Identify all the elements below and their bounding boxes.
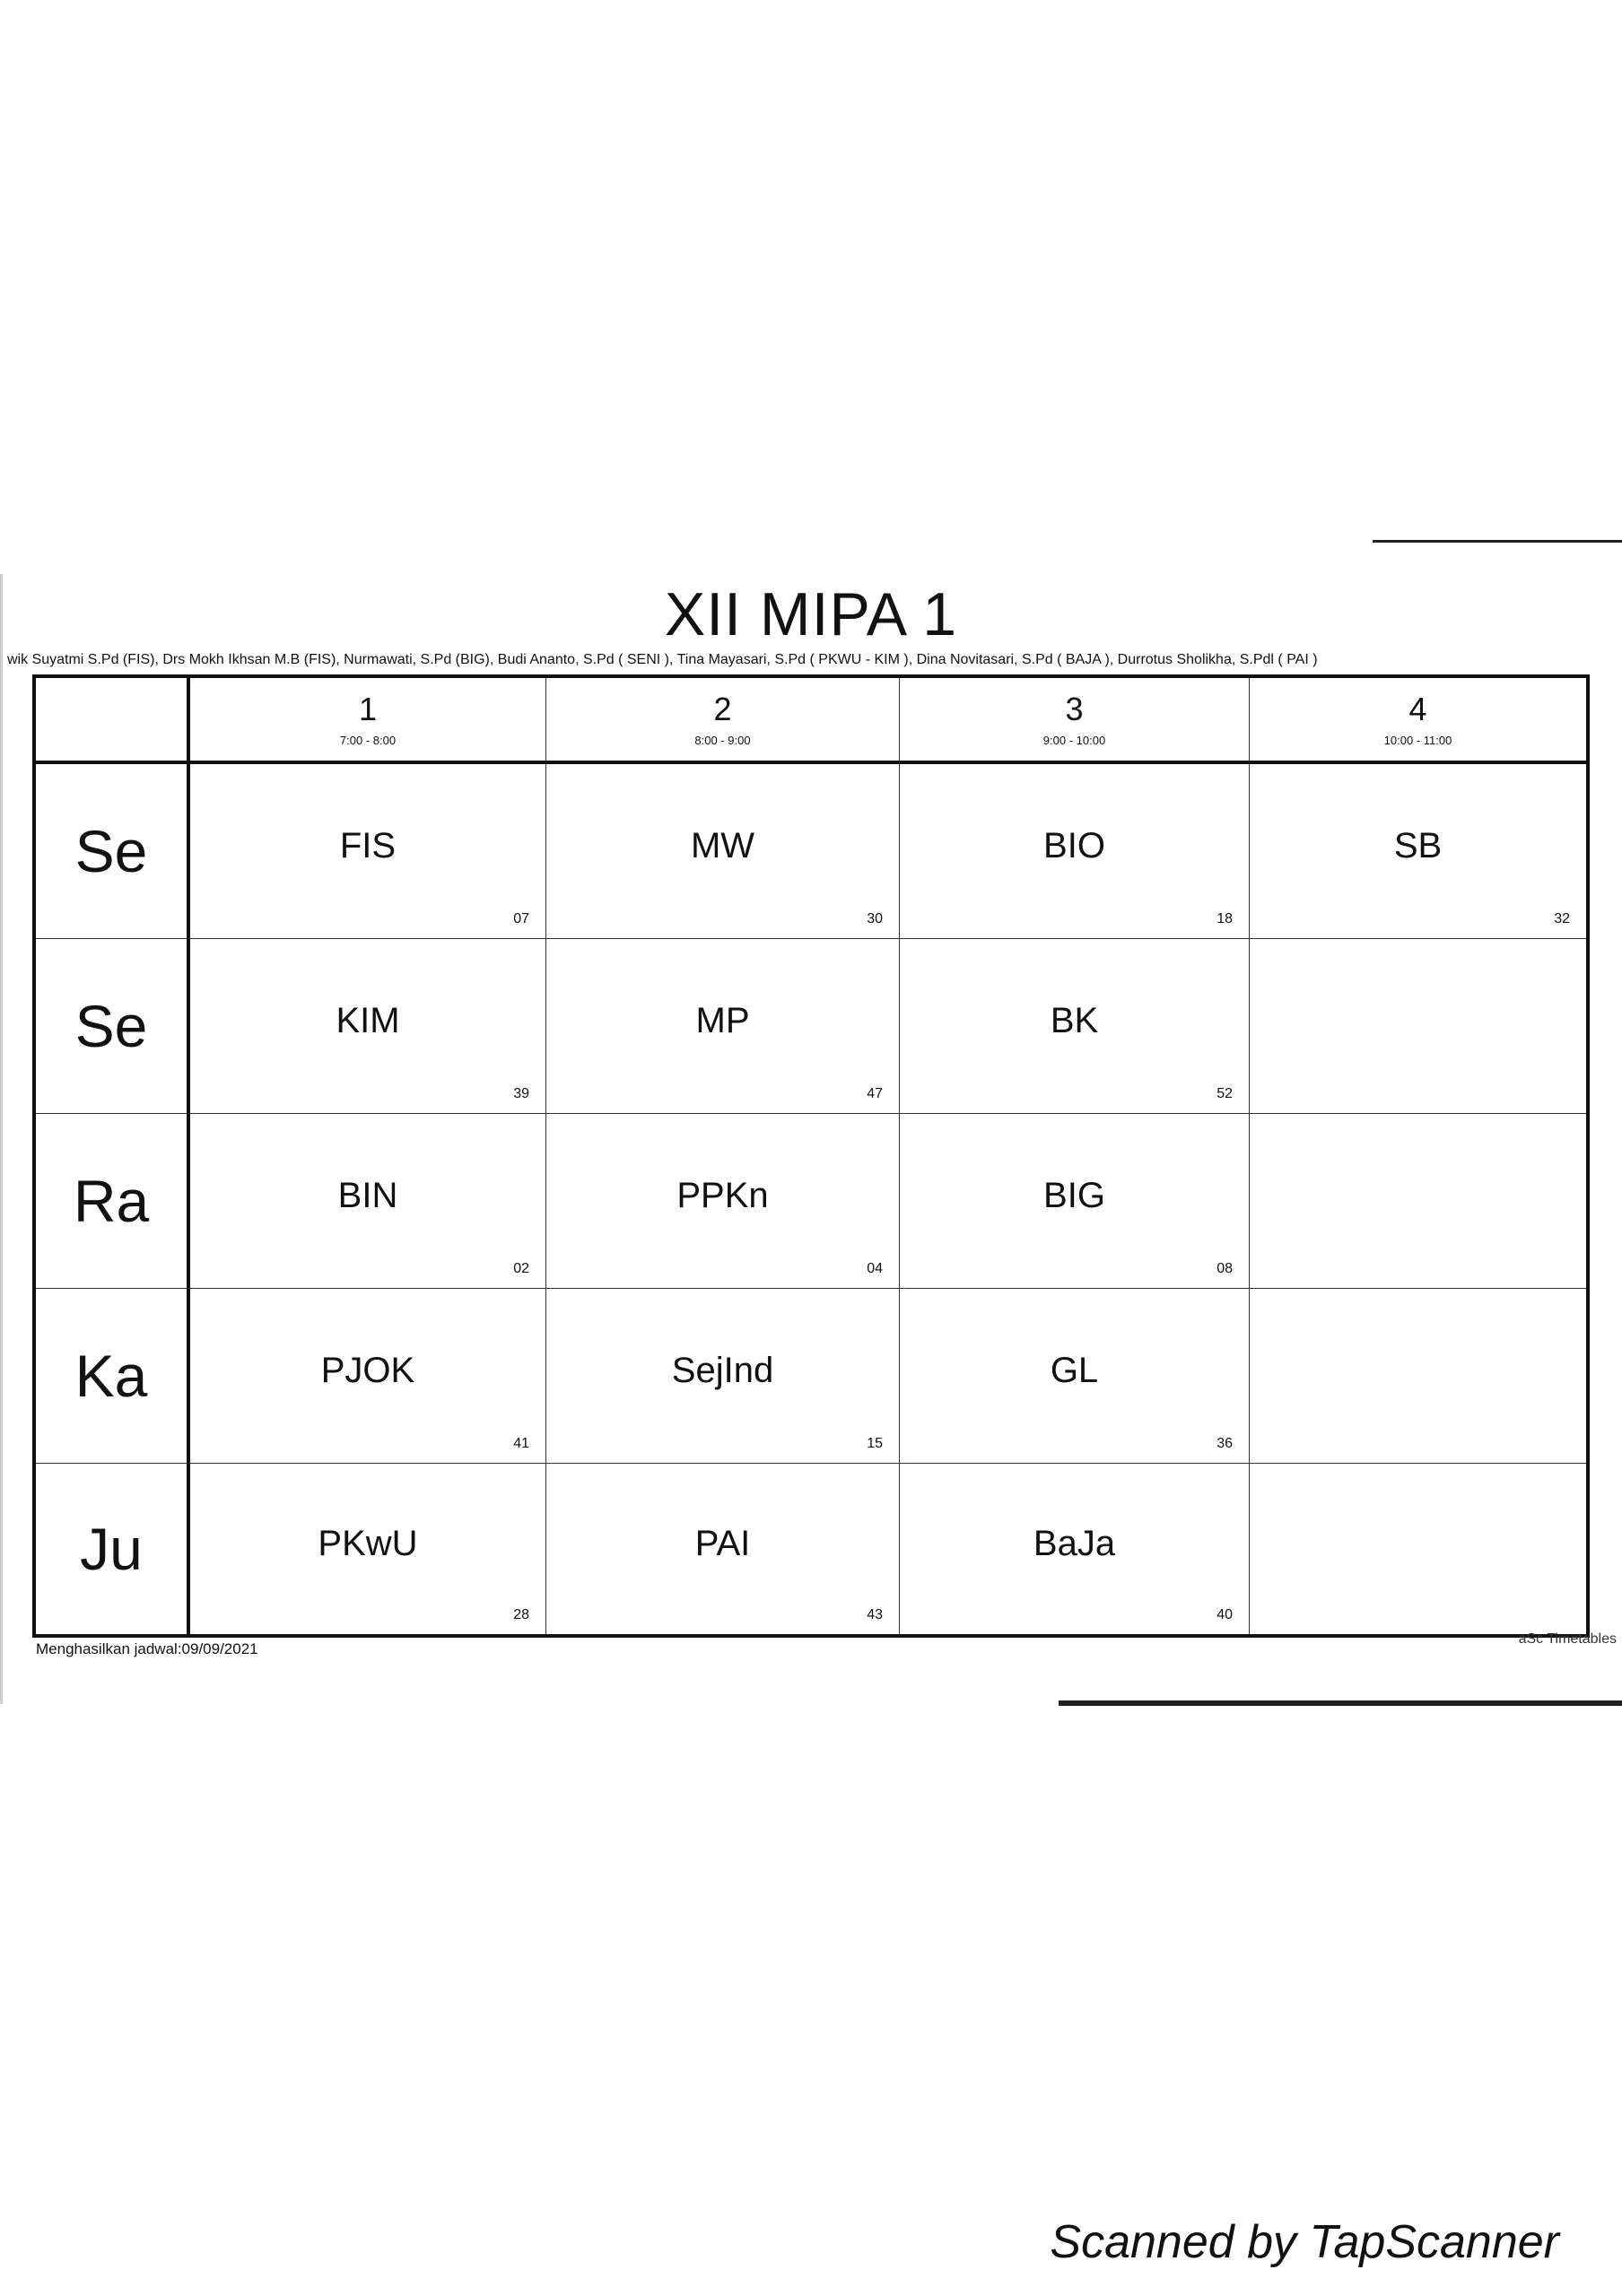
lesson-subject: PPKn	[676, 1175, 769, 1215]
lesson-cell	[546, 939, 900, 1114]
period-number: 1	[358, 691, 378, 727]
lesson-subject: PAI	[694, 1523, 751, 1563]
software-credit: aSc Timetables	[1518, 1631, 1617, 1647]
lesson-cell	[900, 1464, 1250, 1634]
lesson-subject: BK	[1050, 1000, 1099, 1040]
period-time: 8:00 - 9:00	[694, 734, 751, 747]
paper-edge-bottom	[1059, 1700, 1622, 1706]
lesson-subject: MP	[695, 1000, 750, 1040]
period-header	[190, 678, 546, 764]
period-header	[1250, 678, 1586, 764]
timetable-grid	[32, 674, 1590, 1638]
lesson-subject: GL	[1050, 1350, 1099, 1390]
lesson-room: 07	[513, 911, 529, 926]
period-number: 2	[713, 691, 732, 727]
lesson-room: 39	[513, 1086, 529, 1101]
period-number: 4	[1408, 691, 1427, 727]
lesson-room: 30	[867, 911, 883, 926]
lesson-room: 36	[1216, 1436, 1233, 1451]
lesson-cell	[1250, 764, 1586, 939]
lesson-room: 04	[867, 1261, 883, 1276]
lesson-subject: SejInd	[671, 1350, 774, 1390]
lesson-subject: KIM	[336, 1000, 400, 1040]
lesson-room: 40	[1216, 1607, 1233, 1622]
period-time: 10:00 - 11:00	[1383, 734, 1452, 747]
lesson-cell	[190, 764, 546, 939]
lesson-room: 18	[1216, 911, 1233, 926]
lesson-subject: SB	[1393, 825, 1443, 865]
lesson-subject: MW	[690, 825, 755, 865]
lesson-cell	[546, 1464, 900, 1634]
lesson-cell-empty	[1250, 1464, 1586, 1634]
day-label: Ju	[36, 1464, 190, 1634]
lesson-room: 47	[867, 1086, 883, 1101]
paper-edge-top	[1373, 540, 1622, 543]
period-number: 3	[1065, 691, 1084, 727]
lesson-subject: PKwU	[318, 1523, 418, 1563]
lesson-cell	[190, 939, 546, 1114]
lesson-room: 41	[513, 1436, 529, 1451]
lesson-room: 43	[867, 1607, 883, 1622]
teachers-line: wik Suyatmi S.Pd (FIS), Drs Mokh Ikhsan M.B (FIS), Nurmawati, S.Pd (BIG), Budi Ananto, S.Pd ( SENI ), Tina Mayasari, S.Pd ( PKWU - KIM ), Dina Novitasari, S.Pd ( BAJA ), Durrotus Sholikha, S.Pdl ( PAI )	[7, 652, 1318, 667]
day-label: Se	[36, 939, 190, 1114]
day-label: Ra	[36, 1114, 190, 1289]
corner-cell	[36, 678, 190, 764]
lesson-cell	[546, 1114, 900, 1289]
lesson-cell	[900, 1114, 1250, 1289]
class-title: XII MIPA 1	[664, 580, 958, 648]
day-label: Ka	[36, 1289, 190, 1464]
lesson-subject: BIN	[337, 1175, 398, 1215]
generated-date: Menghasilkan jadwal:09/09/2021	[36, 1640, 258, 1657]
lesson-cell	[190, 1464, 546, 1634]
lesson-room: 02	[513, 1261, 529, 1276]
lesson-subject: BIG	[1043, 1175, 1105, 1215]
lesson-cell	[900, 1289, 1250, 1464]
lesson-cell	[900, 764, 1250, 939]
lesson-cell-empty	[1250, 939, 1586, 1114]
lesson-subject: PJOK	[320, 1350, 415, 1390]
lesson-room: 52	[1216, 1086, 1233, 1101]
period-time: 7:00 - 8:00	[339, 734, 397, 747]
lesson-room: 28	[513, 1607, 529, 1622]
lesson-room: 08	[1216, 1261, 1233, 1276]
lesson-cell	[546, 1289, 900, 1464]
lesson-cell	[190, 1114, 546, 1289]
lesson-room: 32	[1554, 911, 1570, 926]
lesson-subject: BIO	[1043, 825, 1105, 865]
paper-edge-left	[0, 574, 3, 1704]
scanner-watermark: Scanned by TapScanner	[1050, 2216, 1559, 2268]
lesson-cell	[546, 764, 900, 939]
period-header	[546, 678, 900, 764]
day-label: Se	[36, 764, 190, 939]
lesson-subject: BaJa	[1033, 1523, 1116, 1563]
lesson-cell-empty	[1250, 1289, 1586, 1464]
lesson-subject: FIS	[339, 825, 397, 865]
period-time: 9:00 - 10:00	[1042, 734, 1106, 747]
period-header	[900, 678, 1250, 764]
lesson-cell	[190, 1289, 546, 1464]
lesson-cell	[900, 939, 1250, 1114]
lesson-room: 15	[867, 1436, 883, 1451]
lesson-cell-empty	[1250, 1114, 1586, 1289]
